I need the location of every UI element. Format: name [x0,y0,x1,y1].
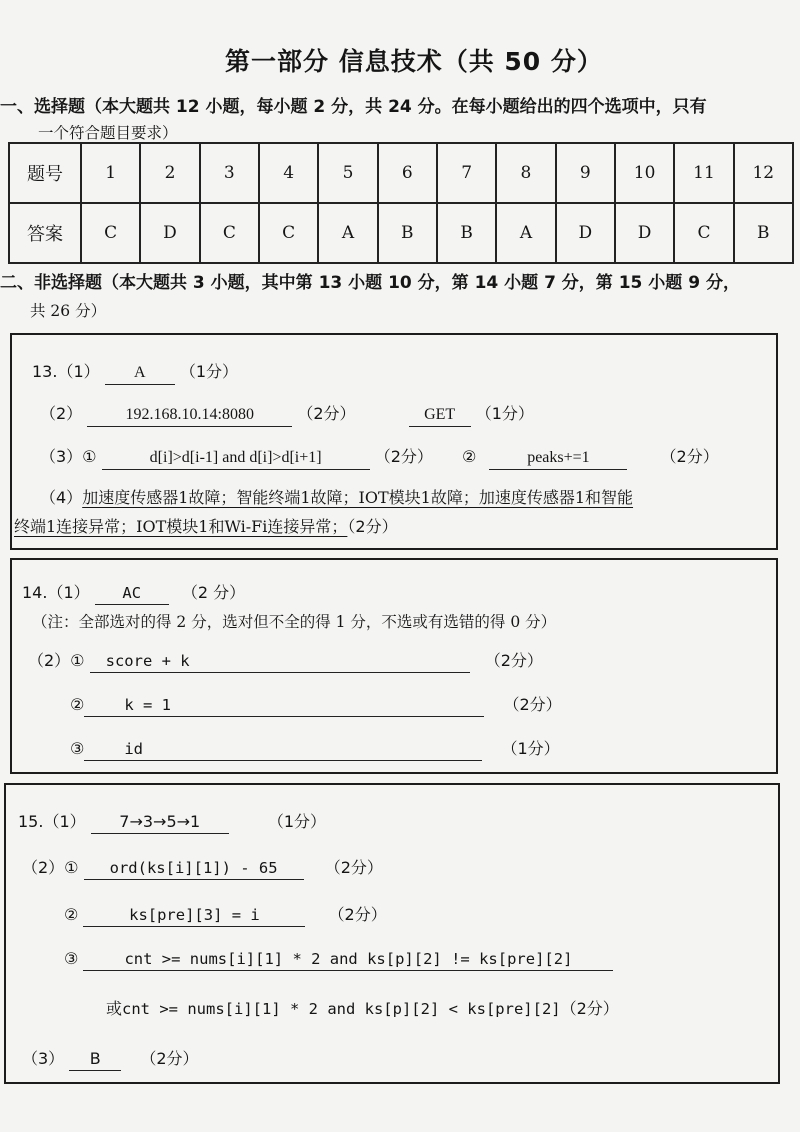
q14-part2-1 [28,648,543,673]
q15-p2-circle2: ② [64,905,79,924]
q14-part1 [22,580,245,605]
row-label-answer: 答案 [9,203,81,263]
section1-heading-line1 [0,92,707,117]
question-number: 10 [615,143,674,203]
question-number: 9 [556,143,615,203]
q13-p2-label: （2） [40,404,83,423]
q14-part2-3 [70,736,560,761]
answer-cell: D [140,203,199,263]
q13-p3-answer2: peaks+=1 [489,448,627,470]
q15-p3-points: （2分） [140,1049,199,1068]
question-number: 12 [734,143,793,203]
q13-p4-text2: 终端1连接异常；IOT模块1和Wi-Fi连接异常； [14,517,348,536]
question-number: 3 [200,143,259,203]
q13-part4-line1 [40,485,633,508]
question-number: 6 [378,143,437,203]
answer-cell: A [496,203,555,263]
section2-heading-line2: 共 26 分） [30,302,107,320]
q14-p1-answer: AC [95,583,169,605]
row-label-number: 题号 [9,143,81,203]
question-number: 2 [140,143,199,203]
section1-heading: 一、选择题（本大题共 12 小题，每小题 2 分，共 24 分。在每小题给出的四个选项中，只有 [0,97,707,117]
q15-p2-answer2: ks[pre][3] = i [83,905,305,927]
answer-cell: C [674,203,733,263]
question-number: 4 [259,143,318,203]
q15-p3-answer: B [69,1049,121,1071]
q15-p1-answer: 7→3→5→1 [91,812,229,834]
question-number: 11 [674,143,733,203]
q13-p2-points2: （1分） [475,404,534,423]
q15-p2-answer3: cnt >= nums[i][1] * 2 and ks[p][2] != ks[pre][2] [83,949,613,971]
q14-part2-2 [70,692,562,717]
q13-p1-answer: A [105,363,175,385]
q13-p3-points1: （2分） [374,447,433,466]
q13-p3-answer1: d[i]>d[i-1] and d[i]>d[i+1] [102,448,370,470]
answer-cell: D [615,203,674,263]
q14-p1-points: （2 分） [181,583,246,602]
q13-p2-answer1: 192.168.10.14:8080 [87,405,292,427]
q13-p4-label: （4） [40,488,83,507]
answer-cell: A [318,203,377,263]
q13-p1-label: 13.（1） [32,362,100,381]
q14-p2-points1: （2分） [484,651,543,670]
section1-heading-line2: 一个符合题目要求） [38,124,178,142]
q13-part2 [40,401,534,427]
q14-p2-points2: （2分） [503,695,562,714]
question-number: 7 [437,143,496,203]
q14-p2-circle3: ③ [70,739,85,758]
q15-part2-2 [64,902,387,927]
question-number: 5 [318,143,377,203]
q13-p1-points: （1分） [179,362,239,381]
q15-p2-label: （2）① [22,858,79,877]
q13-part1 [32,359,238,385]
q13-p3-points2: （2分） [660,447,719,466]
q15-alt-points: （2分） [560,999,619,1018]
q13-p4-points: （2分） [347,517,398,536]
q14-p2-answer3: id [84,739,482,761]
q15-part1 [18,809,326,834]
q15-part2-1 [22,855,383,880]
question-number: 8 [496,143,555,203]
q15-p2-points1: （2分） [324,858,383,877]
answer-cell: B [378,203,437,263]
q14-note: （注：全部选对的得 2 分，选对但不全的得 1 分，不选或有选错的得 0 分） [32,613,557,631]
answer-table [8,142,794,264]
q15-part2-3 [64,949,613,971]
q15-p2-circle3: ③ [64,949,79,968]
question13-box [10,333,778,550]
table-row-numbers [9,143,793,203]
answer-cell: D [556,203,615,263]
q13-part3 [40,444,719,470]
q15-p3-label: （3） [22,1049,65,1068]
q13-part4-line2 [14,514,398,537]
section2-heading-line1 [0,268,740,293]
section2-heading: 二、非选择题（本大题共 3 小题，其中第 13 小题 10 分，第 14 小题 7 分，第 15 小题 9 分， [0,273,740,293]
q14-p2-answer2: k = 1 [84,695,484,717]
q13-p4-text1: 加速度传感器1故障；智能终端1故障；IOT模块1故障；加速度传感器1和智能 [82,488,634,507]
q15-p2-answer1: ord(ks[i][1]) - 65 [84,858,304,880]
page-title: 第一部分 信息技术（共 50 分） [225,47,603,76]
q13-p3-circle2: ② [462,447,477,466]
answer-cell: B [734,203,793,263]
q15-p1-label: 15.（1） [18,812,86,831]
q15-alt-answer: cnt >= nums[i][1] * 2 and ks[p][2] < ks[pre][2] [122,1000,561,1018]
q14-p2-points3: （1分） [501,739,560,758]
question-number: 1 [81,143,140,203]
q13-p3-label: （3）① [40,447,97,466]
table-row-answers [9,203,793,263]
q15-p2-points2: （2分） [328,905,387,924]
answer-cell: C [200,203,259,263]
question14-box [10,558,778,774]
q14-p1-label: 14.（1） [22,583,90,602]
q15-p1-points: （1分） [267,812,327,831]
q15-part3 [22,1046,199,1071]
answer-cell: C [81,203,140,263]
q14-p2-circle2: ② [70,695,85,714]
q14-p2-answer1: score + k [90,651,470,673]
q15-alt-prefix: 或 [106,999,123,1018]
q13-p2-points1: （2分） [297,404,356,423]
q15-part2-alt [106,996,619,1019]
q13-p2-answer2: GET [409,405,471,427]
q14-p2-label: （2）① [28,651,85,670]
answer-cell: C [259,203,318,263]
question15-box [4,783,780,1084]
answer-cell: B [437,203,496,263]
